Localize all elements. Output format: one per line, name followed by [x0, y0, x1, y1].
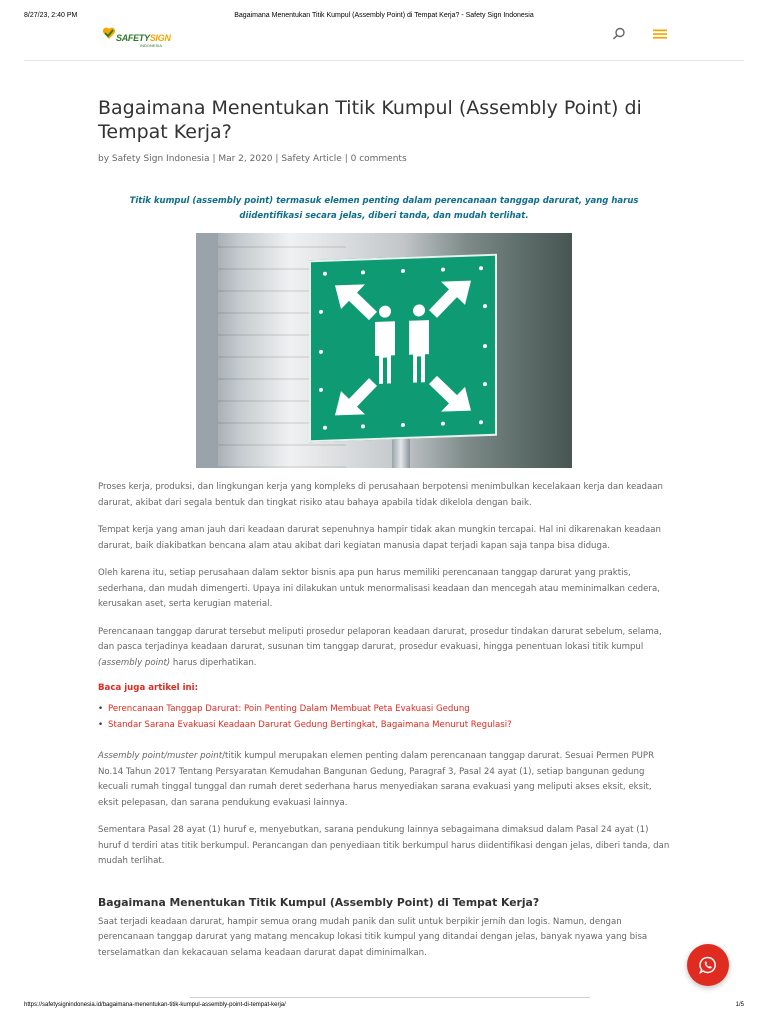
meta-author-link[interactable]: Safety Sign Indonesia [111, 154, 210, 164]
wall-edge [196, 233, 218, 468]
paragraph-text: /titik kumpul merupakan elemen penting dalam perencanaan tanggap darurat. Sesuai Permen PUPR No.14 Tahun 2017 Tentang Persyaratan Kemudahan Bangunan Gedung, Paragraf 3, Pasal 24 ayat (1), setiap bangunan gedung kecuali rumah tinggal tunggal dan rumah deret sederhana harus menyediakan sarana evakuasi yang meliputi akses eksit, eksit, eksit pelepasan, dan sarana pendukung evakuasi lainnya. [98, 751, 655, 808]
search-icon[interactable] [611, 26, 627, 42]
paragraph-text: Perencanaan tanggap darurat tersebut meliputi prosedur pelaporan keadaan darurat, prosedur tindakan darurat sebelum, selama, dan pasca terjadinya keadaan darurat, susunan tim tanggap darurat, prosedur evakuasi, hingga penentuan lokasi titik kumpul [98, 626, 662, 652]
paragraph [98, 625, 670, 672]
print-page-title: Bagaimana Menentukan Titik Kumpul (Assembly Point) di Tempat Kerja? - Safety Sign Indonesia [234, 12, 534, 19]
meta-separator: | [272, 154, 282, 164]
meta-category-link[interactable]: Safety Article [281, 154, 342, 164]
related-article-item [108, 717, 670, 733]
read-also-heading: Baca juga artikel ini: [98, 683, 199, 693]
section-heading: Bagaimana Menentukan Titik Kumpul (Assembly Point) di Tempat Kerja? [98, 895, 540, 909]
paragraph: Proses kerja, produksi, dan lingkungan kerja yang kompleks di perusahaan berpotensi menimbulkan kecelakaan kerja dan keadaan darurat, akibat dari segala bentuk dan tingkat risiko atau bahaya apabila tidak dikelola dengan baik. [98, 482, 663, 508]
meta-separator: | [209, 154, 219, 164]
whatsapp-chat-button[interactable] [687, 944, 729, 986]
footer-divider [190, 997, 590, 998]
related-article-item [108, 701, 670, 717]
logo-subtitle: INDONESIA [140, 43, 163, 48]
meta-by: by [98, 154, 112, 164]
related-articles-list [98, 701, 670, 733]
article-content [98, 96, 670, 961]
site-logo[interactable] [102, 26, 172, 48]
meta-date: Mar 2, 2020 [218, 154, 273, 164]
print-page-number: 1/5 [735, 1002, 744, 1008]
related-article-link[interactable]: Standar Sarana Evakuasi Keadaan Darurat Gedung Bertingkat, Bagaimana Menurut Regulasi? [108, 720, 512, 730]
paragraph [98, 749, 670, 811]
paragraph: Oleh karena itu, setiap perusahaan dalam sektor bisnis apa pun harus memiliki perencanaan tanggap darurat yang praktis, sederhana, dan mudah dimengerti. Upaya ini dilakukan untuk menormalisasi keadaan dan mencegah atau meminimalkan cedera, kerusakan aset, serta kerugian material. [98, 568, 660, 609]
paragraph-emphasis: Assembly point/muster point [98, 751, 223, 761]
article-title: Bagaimana Menentukan Titik Kumpul (Assembly Point) di Tempat Kerja? [98, 97, 642, 143]
hamburger-menu-icon[interactable] [652, 26, 668, 42]
meta-separator: | [341, 154, 351, 164]
whatsapp-chat-icon [699, 956, 717, 974]
assembly-point-symbol-icon [311, 256, 495, 440]
logo-wordmark: SAFETYSIGN [116, 33, 171, 43]
site-header [24, 22, 744, 61]
related-article-link[interactable]: Perencanaan Tanggap Darurat: Poin Penting Dalam Membuat Peta Evakuasi Gedung [108, 704, 470, 714]
meta-comments-link[interactable]: 0 comments [350, 154, 407, 164]
logo-heart-icon [102, 26, 116, 40]
paragraph: Saat terjadi keadaan darurat, hampir semua orang mudah panik dan sulit untuk berpikir jernih dan logis. Namun, dengan perencanaan tanggap darurat yang matang mencakup lokasi titik kumpul yang ditandai dengan jelas, banyak nyawa yang bisa terselamatkan dan kekacauan selama keadaan darurat dapat diminimalkan. [98, 916, 648, 958]
paragraph: Sementara Pasal 28 ayat (1) huruf e, menyebutkan, sarana pendukung lainnya sebagaimana dimaksud dalam Pasal 24 ayat (1) huruf d terdiri atas titik berkumpul. Perancangan dan penyediaan titik berkumpul harus diidentifikasi dengan jelas, diberi tanda, dan mudah terlihat. [98, 825, 670, 866]
print-datetime: 8/27/23, 2:40 PM [24, 12, 78, 19]
assembly-point-sign-image [196, 233, 572, 468]
paragraph-emphasis: (assembly point) [98, 657, 171, 668]
article-lead: Titik kumpul (assembly point) termasuk elemen penting dalam perencanaan tanggap darurat, yang harus diidentifikasi secara jelas, diberi tanda, dan mudah terlihat. [129, 196, 639, 221]
article-meta [98, 154, 670, 164]
paragraph-text: harus diperhatikan. [170, 657, 257, 668]
assembly-point-sign [309, 254, 497, 443]
paragraph: Tempat kerja yang aman jauh dari keadaan darurat sepenuhnya hampir tidak akan mungkin tercapai. Hal ini dikarenakan keadaan darurat, baik diakibatkan bencana alam atau akibat dari kegiatan manusia dapat terjadi kapan saja tanpa bisa diduga. [98, 525, 661, 551]
print-url: https://safetysignindonesia.id/bagaimana-menentukan-titik-kumpul-assembly-point-di-tempat-kerja/ [24, 1002, 286, 1008]
